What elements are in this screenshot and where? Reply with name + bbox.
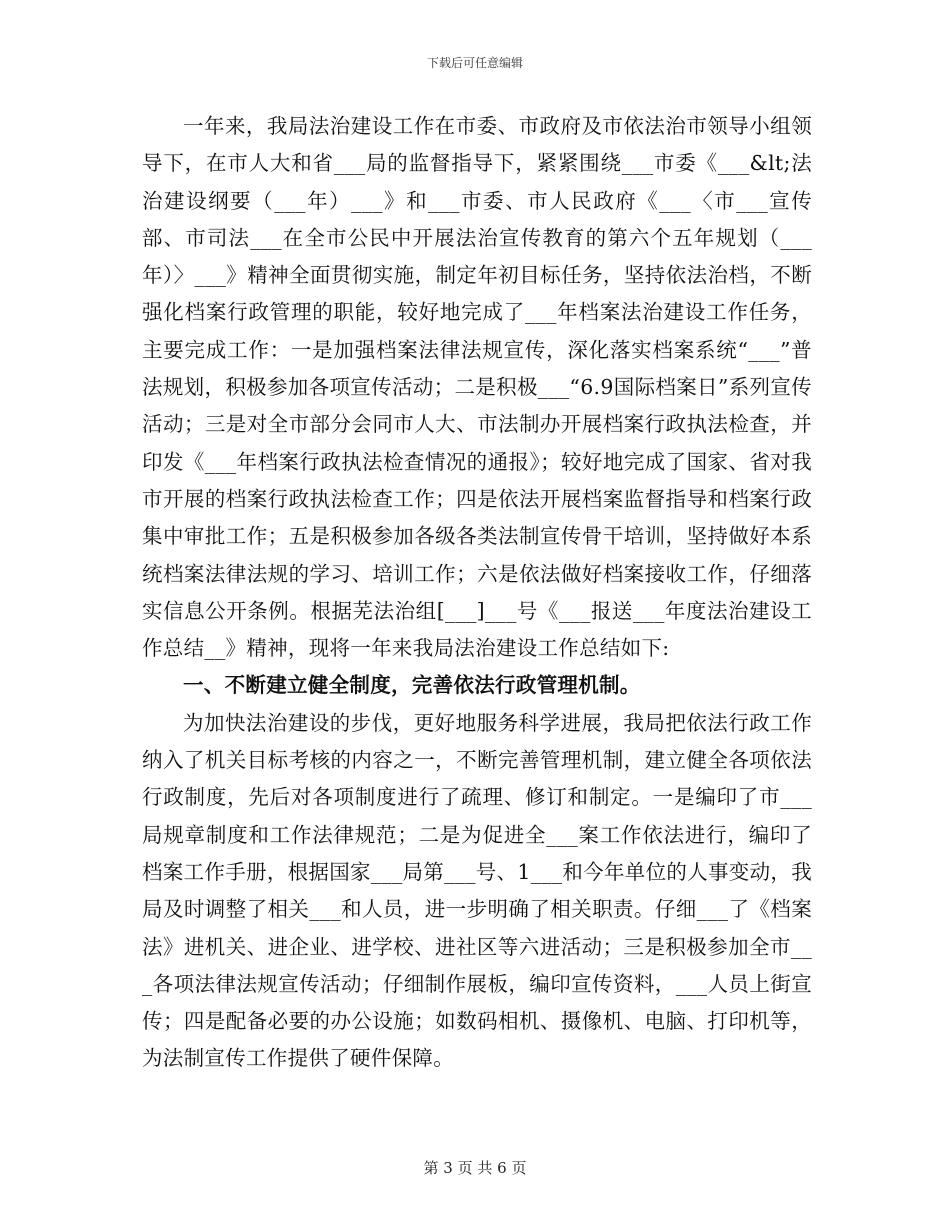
- page-number: 第 3 页 共 6 页: [423, 1159, 527, 1177]
- section-heading: 一、不断建立健全制度，完善依法行政管理机制。: [183, 673, 641, 698]
- page-header: 下载后可任意编辑: [426, 56, 523, 70]
- document-body: [142, 108, 812, 1078]
- paragraph-intro: 一年来，我局法治建设工作在市委、市政府及市依法治市领导小组领导下，在市人大和省___局的监督指导下，紧紧围绕___市委《___&lt;法治建设纲要（___年）___》和___市委、市人民政府《___〈市___宣传部、市司法___在全市公民中开展法治宣传教育的第六个五年规划（___年）〉___》精神全面贯彻实施，制定年初目标任务，坚持依法治档，不断强化档案行政管理的职能，较好地完成了___年档案法治建设工作任务，主要完成工作：一是加强档案法律法规宣传，深化落实档案系统“___”普法规划，积极参加各项宣传活动；二是积极___“6.9国际档案日”系列宣传活动；三是对全市部分会同市人大、市法制办开展档案行政执法检查，并印发《___年档案行政执法检查情况的通报》；较好地完成了国家、省对我市开展的档案行政执法检查工作；四是依法开展档案监督指导和档案行政集中审批工作；五是积极参加各级各类法制宣传骨干培训，坚持做好本系统档案法律法规的学习、培训工作；六是依法做好档案接收工作，仔细落实信息公开条例。根据芜法治组[___]___号《___报送___年度法治建设工作总结__》精神，现将一年来我局法治建设工作总结如下:: [142, 114, 812, 661]
- paragraph-section-1: 为加快法治建设的步伐，更好地服务科学进展，我局把依法行政工作纳入了机关目标考核的内容之一，不断完善管理机制，建立健全各项依法行政制度，先后对各项制度进行了疏理、修订和制定。一是编印了市___局规章制度和工作法律规范；二是为促进全___案工作依法进行，编印了档案工作手册，根据国家___局第___号、1___和今年单位的人事变动，我局及时调整了相关___和人员，进一步明确了相关职责。仔细___了《档案法》进机关、进企业、进学校、进社区等六进活动；三是积极参加全市___各项法律法规宣传活动；仔细制作展板，编印宣传资料，___人员上街宣传；四是配备必要的办公设施；如数码相机、摄像机、电脑、打印机等，为法制宣传工作提供了硬件保障。: [142, 710, 812, 1071]
